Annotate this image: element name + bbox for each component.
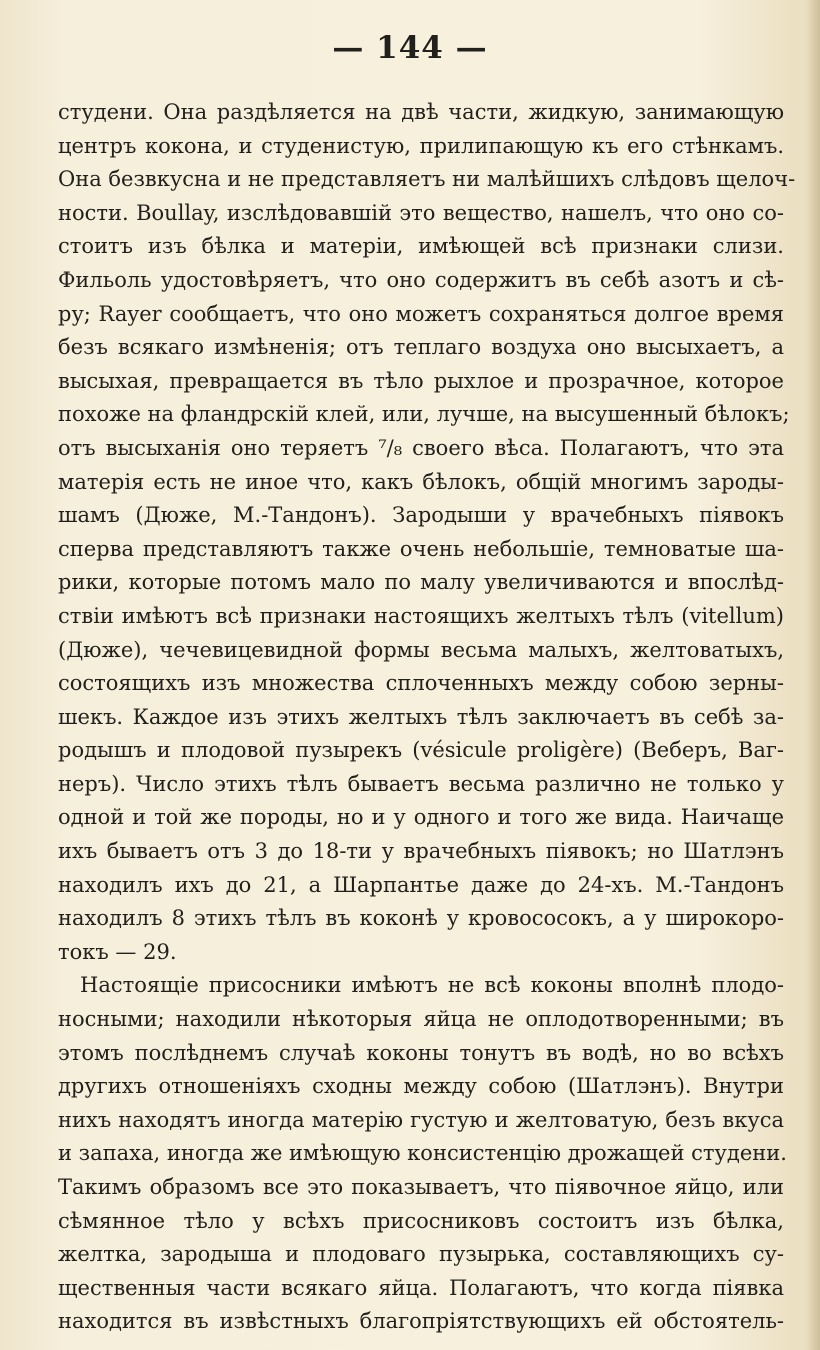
page-number: — 144 — (332, 30, 488, 66)
text-line: сѣмянное тѣло у всѣхъ присосниковъ состоитъ изъ бѣлка, (58, 1208, 784, 1233)
text-line: состоящихъ изъ множества сплоченныхъ между собою зерны- (58, 671, 784, 696)
text-line: находилъ 8 этихъ тѣлъ въ коконѣ у кровососокъ, а у широкоро- (58, 906, 784, 931)
text-line: другихъ отношеніяхъ сходны между собою (Шатлэнъ). Внутри (58, 1074, 784, 1099)
text-line: шамъ (Дюже, М.-Тандонъ). Зародыши у врачебныхъ піявокъ (58, 503, 784, 528)
text-line: матерія есть не иное что, какъ бѣлокъ, общій многимъ зароды- (58, 469, 784, 494)
text-line: шекъ. Каждое изъ этихъ желтыхъ тѣлъ заключаетъ въ себѣ за- (58, 704, 784, 729)
text-line: родышъ и плодовой пузырекъ (vésicule proligère) (Веберъ, Ваг- (58, 738, 784, 763)
text-line: Она безвкусна и не представляетъ ни малѣйшихъ слѣдовъ щелоч- (58, 167, 796, 192)
text-line: высыхая, превращается въ тѣло рыхлое и прозрачное, которое (58, 368, 784, 393)
page-edge-shadow (806, 0, 820, 1350)
text-line: одной и той же породы, но и у одного и того же вида. Наичаще (58, 805, 784, 830)
text-line: находится въ извѣстныхъ благопріятствующихъ ей обстоятель- (58, 1309, 784, 1334)
text-line: этомъ послѣднемъ случаѣ коконы тонутъ въ водѣ, но во всѣхъ (58, 1040, 784, 1065)
text-line: ру; Rayer сообщаетъ, что оно можетъ сохраняться долгое время (58, 301, 784, 326)
text-line: похоже на фландрскій клей, или, лучше, на высушенный бѣлокъ; (58, 402, 790, 427)
text-line: Фильоль удостовѣряетъ, что оно содержитъ въ себѣ азотъ и сѣ- (58, 267, 784, 292)
text-line: стоитъ изъ бѣлка и матеріи, имѣющей всѣ признаки слизи. (58, 234, 784, 259)
text-line: ности. Boullay, изслѣдовавшій это вещество, нашелъ, что оно со- (58, 200, 784, 225)
text-line: отъ высыханія оно теряетъ ⁷/₈ своего вѣса. Полагаютъ, что эта (58, 435, 784, 460)
text-line: щественныя части всякаго яйца. Полагаютъ, что когда піявка (58, 1275, 784, 1300)
text-line: находилъ ихъ до 21, а Шарпантье даже до 24-хъ. М.-Тандонъ (58, 872, 784, 897)
paragraph-end-line: токъ — 29. (58, 939, 177, 964)
text-line: центръ кокона, и студенистую, прилипающую къ его стѣнкамъ. (58, 133, 784, 158)
text-line: безъ всякаго измѣненія; отъ теплаго воздуха оно высыхаетъ, а (58, 335, 784, 360)
paragraph-start-line: Настоящіе присосники имѣютъ не всѣ коконы вполнѣ плодо- (80, 973, 784, 998)
text-line: неръ). Число этихъ тѣлъ бываетъ весьма различно не только у (58, 771, 784, 796)
text-line: и запаха, иногда же имѣющую консистенцію дрожащей студени. (58, 1141, 787, 1166)
text-line: ихъ бываетъ отъ 3 до 18-ти у врачебныхъ піявокъ; но Шатлэнъ (58, 839, 784, 864)
text-line: Такимъ образомъ все это показываетъ, что піявочное яйцо, или (58, 1175, 784, 1199)
body-text (58, 96, 796, 1339)
text-line: нихъ находятъ иногда матерію густую и желтоватую, безъ вкуса (58, 1107, 784, 1132)
text-line: студени. Она раздѣляется на двѣ части, жидкую, занимающую (58, 100, 784, 124)
text-line: сперва представляютъ также очень небольшіе, темноватые ша- (58, 536, 784, 561)
text-line: рики, которые потомъ мало по малу увеличиваются и впослѣд- (58, 570, 784, 595)
text-line: (Дюже), чечевицевидной формы весьма малыхъ, желтоватыхъ, (58, 637, 784, 662)
text-line: носными; находили нѣкоторыя яйца не оплодотворенными; въ (58, 1007, 784, 1032)
text-line: ствіи имѣютъ всѣ признаки настоящихъ желтыхъ тѣлъ (vitellum) (58, 603, 784, 628)
text-line: желтка, зародыша и плодоваго пузырька, составляющихъ су- (58, 1242, 784, 1267)
